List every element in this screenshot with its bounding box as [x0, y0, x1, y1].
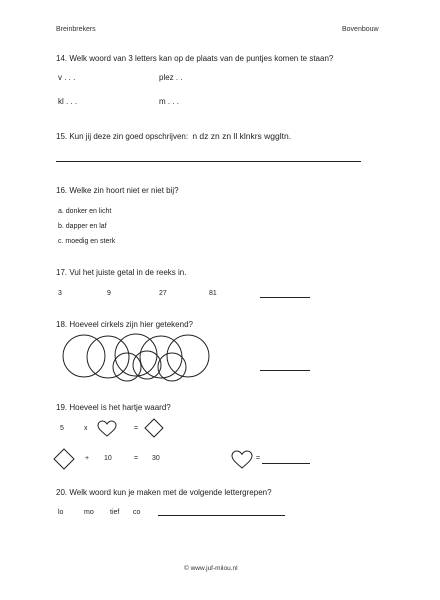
- question-20: 20. Welk woord kun je maken met de volgende lettergrepen?: [56, 488, 272, 497]
- question-15-sentence: n dz zn zn ll klnkrs wggltn.: [192, 131, 292, 141]
- circle: [63, 335, 105, 377]
- q17-answer-line[interactable]: [260, 297, 310, 298]
- question-15: [56, 131, 291, 141]
- q19-answer-line[interactable]: [262, 463, 310, 464]
- header-left: Breinbrekers: [56, 26, 96, 33]
- q19-row1-equals: =: [134, 425, 139, 432]
- q19-row2-equals: =: [134, 455, 139, 462]
- q17-number-4: 81: [209, 290, 217, 297]
- q20-syllable-3: tief: [110, 509, 120, 516]
- q17-number-2: 9: [107, 290, 111, 297]
- q20-syllable-1: lo: [58, 509, 64, 516]
- circle: [133, 351, 161, 379]
- q18-answer-line[interactable]: [260, 370, 310, 371]
- q19-row1-times: x: [84, 425, 88, 432]
- footer-credit: © www.juf-milou.nl: [184, 565, 238, 572]
- question-16: 16. Welke zin hoort niet er niet bij?: [56, 186, 179, 195]
- heart-icon: [97, 420, 117, 438]
- circle: [167, 335, 209, 377]
- question-18: 18. Hoeveel cirkels zijn hier getekend?: [56, 320, 193, 329]
- q16-option-c: c. moedig en sterk: [58, 238, 116, 245]
- question-17: 17. Vul het juiste getal in de reeks in.: [56, 268, 187, 277]
- diamond-icon: [144, 418, 164, 438]
- q19-row2-result: 30: [152, 455, 160, 462]
- q14-item-3: kl . . .: [58, 97, 78, 106]
- header-right: Bovenbouw: [342, 26, 379, 33]
- question-19: 19. Hoeveel is het hartje waard?: [56, 403, 171, 412]
- q16-option-b: b. dapper en laf: [58, 223, 107, 230]
- overlapping-circles-figure: [60, 330, 220, 390]
- circle: [115, 334, 157, 376]
- question-14: 14. Welk woord van 3 letters kan op de plaats van de puntjes komen te staan?: [56, 54, 334, 63]
- q20-syllable-2: mo: [84, 509, 94, 516]
- q14-item-4: m . . .: [159, 97, 179, 106]
- circle: [140, 336, 182, 378]
- q19-row2-number: 10: [104, 455, 112, 462]
- q17-number-1: 3: [58, 290, 62, 297]
- q20-answer-line[interactable]: [158, 515, 285, 516]
- diamond-icon: [53, 448, 75, 470]
- q20-syllable-4: co: [133, 509, 141, 516]
- q14-item-1: v . . .: [58, 73, 76, 82]
- q16-option-a: a. donker en licht: [58, 208, 112, 215]
- q17-number-3: 27: [159, 290, 167, 297]
- q19-row1-number: 5: [60, 425, 64, 432]
- q14-item-2: plez . .: [159, 73, 183, 82]
- q19-row3-equals: =: [256, 455, 261, 462]
- circle: [158, 353, 186, 381]
- heart-icon: [231, 450, 253, 470]
- q15-answer-line[interactable]: [56, 161, 361, 162]
- question-15-text: 15. Kun jij deze zin goed opschrijven:: [56, 132, 189, 141]
- q19-row2-plus: +: [85, 455, 90, 462]
